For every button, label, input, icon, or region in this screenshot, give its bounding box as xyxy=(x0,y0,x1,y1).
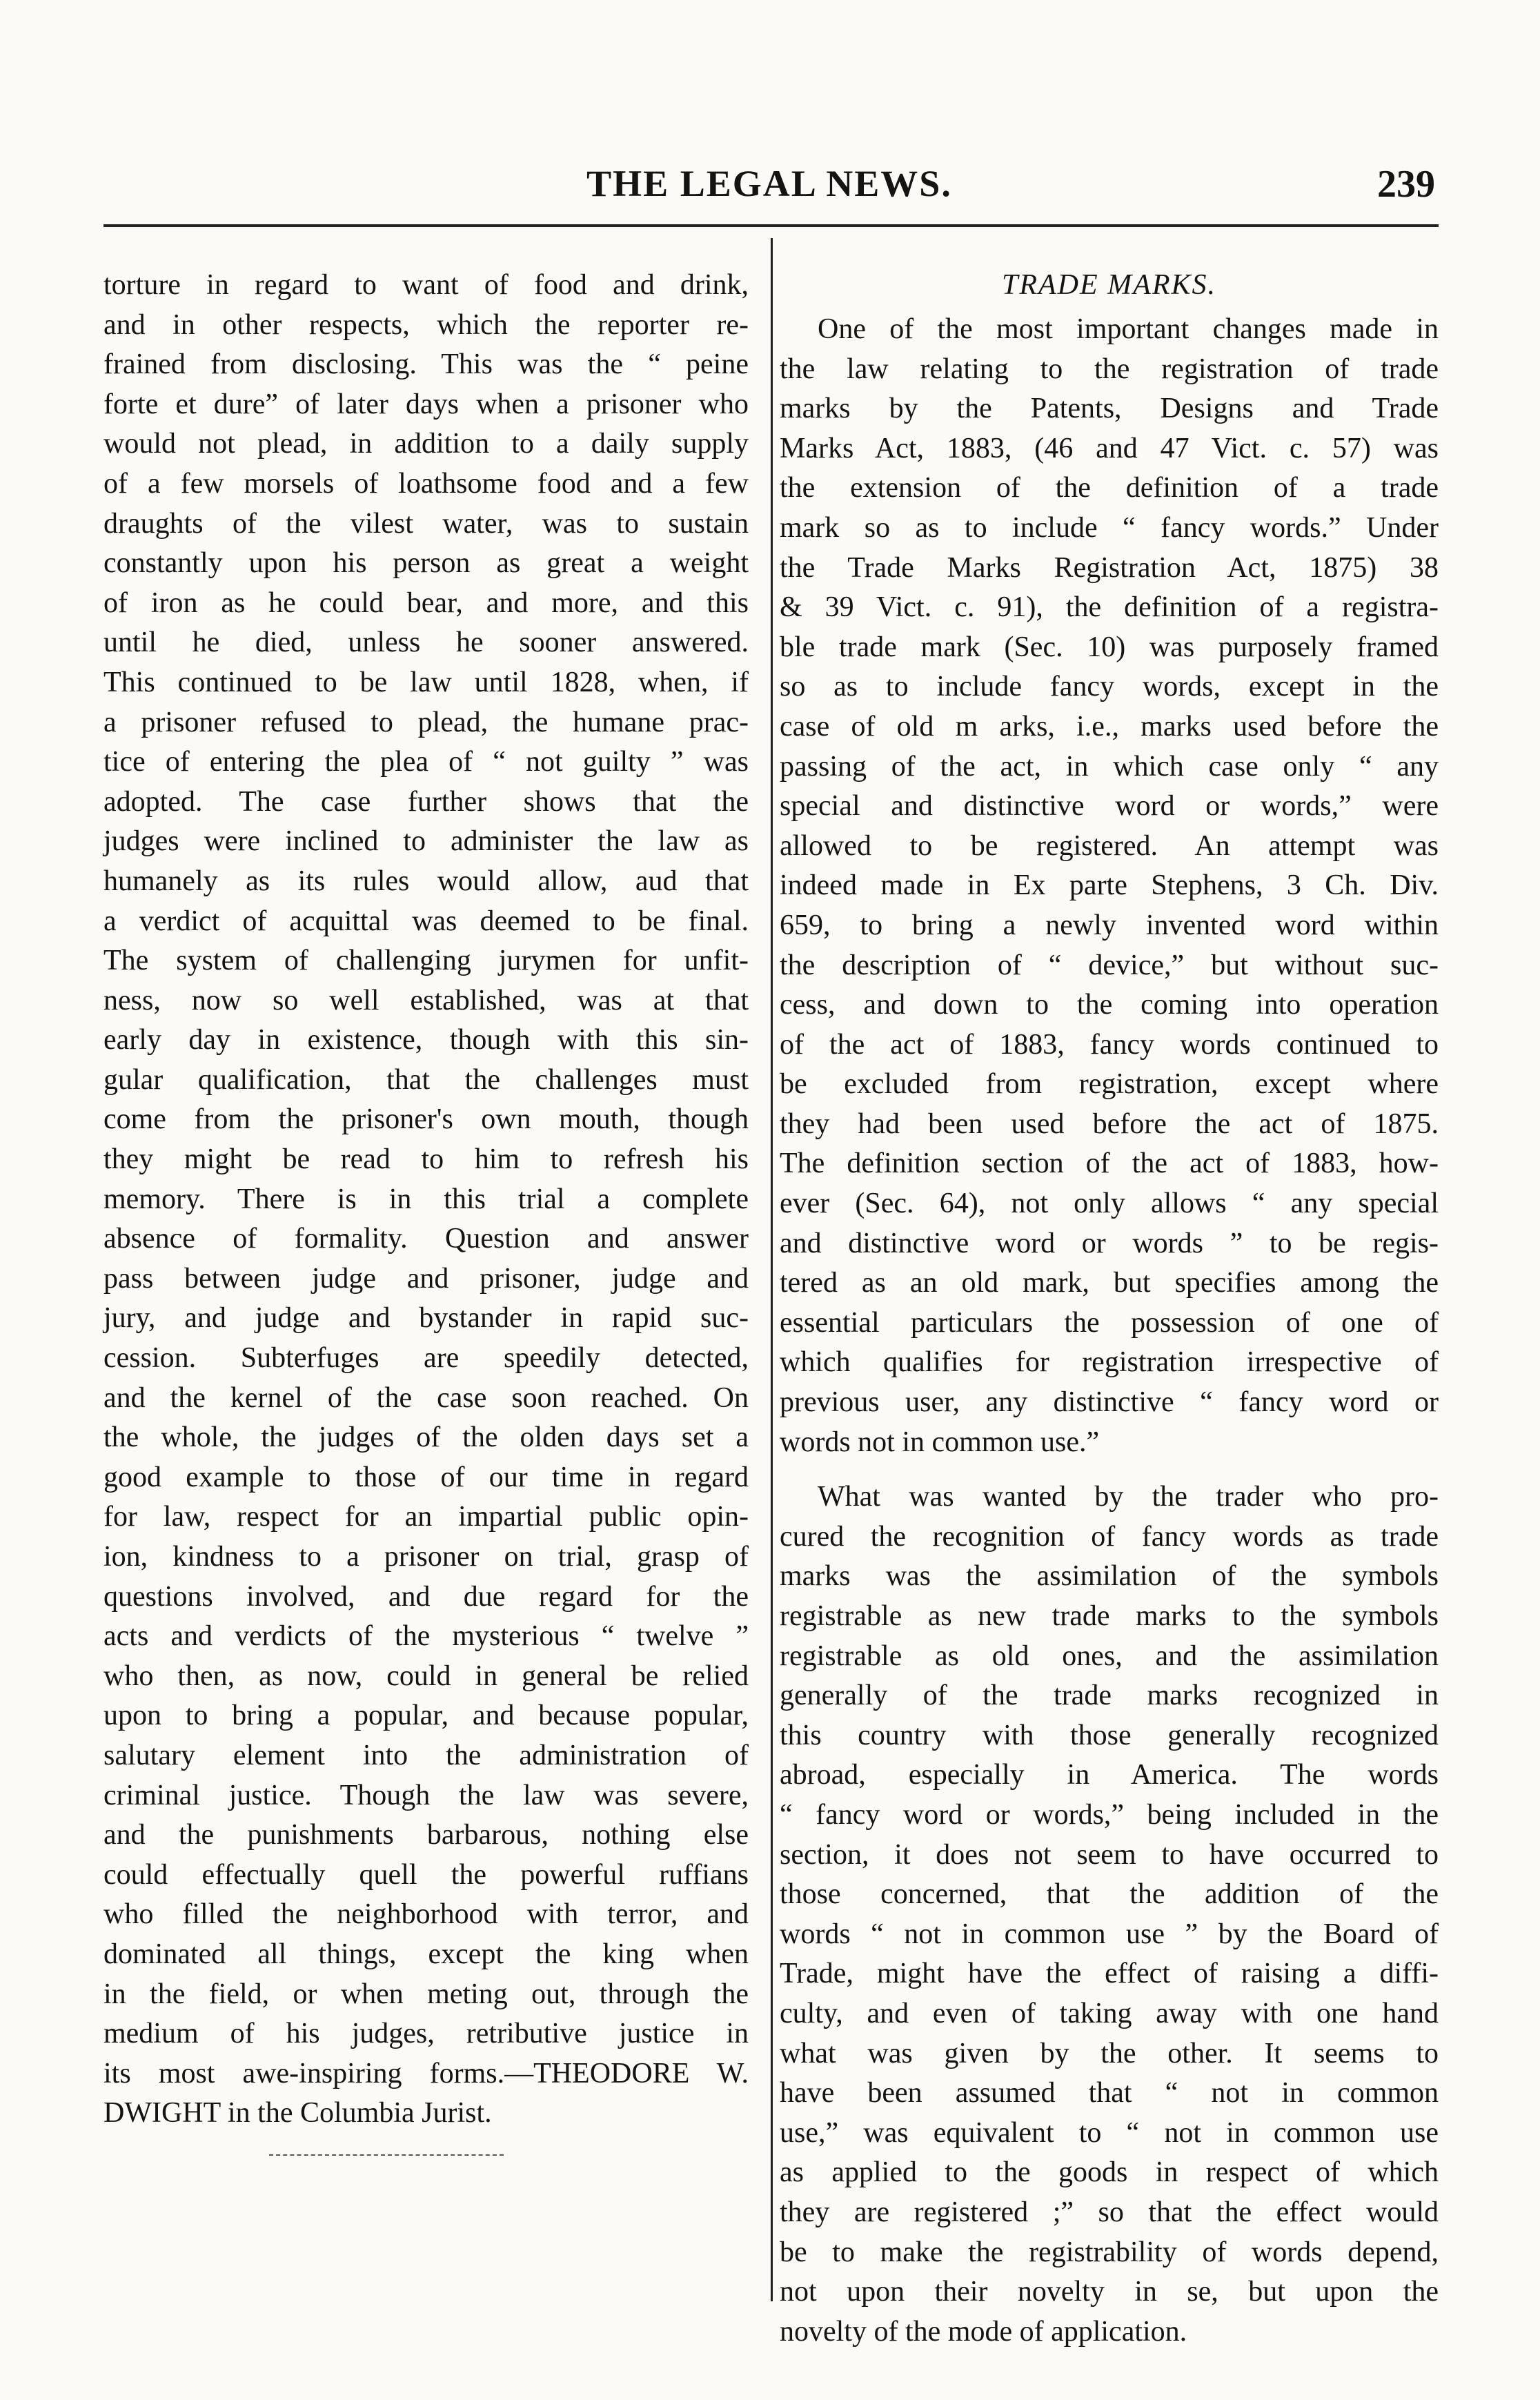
article-end-rule xyxy=(269,2154,504,2156)
text-line: so as to include fancy words, except in the xyxy=(780,671,1439,703)
running-head xyxy=(103,162,1435,217)
section-title: TRADE MARKS. xyxy=(1002,269,1216,301)
text-line: tered as an old mark, but specifies among the xyxy=(780,1267,1439,1299)
text-line: acts and verdicts of the mysterious “ twelve ” xyxy=(103,1620,749,1653)
text-line: would not plead, in addition to a daily supply xyxy=(103,428,749,460)
text-line: come from the prisoner's own mouth, though xyxy=(103,1103,749,1136)
text-line: good example to those of our time in regard xyxy=(103,1461,749,1493)
text-line: they had been used before the act of 1875. xyxy=(780,1108,1439,1140)
text-line: and distinctive word or words ” to be regis- xyxy=(780,1227,1439,1259)
paragraph-gap xyxy=(780,1462,1439,1477)
text-line: marks by the Patents, Designs and Trade xyxy=(780,393,1439,425)
text-line: This continued to be law until 1828, when, if xyxy=(103,666,749,698)
text-line: gular qualification, that the challenges must xyxy=(103,1063,749,1096)
continued-article-text xyxy=(103,266,749,2134)
right-column xyxy=(780,266,1439,2352)
text-line: of the act of 1883, fancy words continued to xyxy=(780,1028,1439,1061)
text-line: of iron as he could bear, and more, and this xyxy=(103,587,749,619)
text-line: they are registered ;” so that the effect would xyxy=(780,2196,1439,2228)
header-rule xyxy=(103,224,1439,227)
text-line: its most awe-inspiring forms.—THEODORE W. xyxy=(103,2057,749,2089)
text-line: humanely as its rules would allow, aud that xyxy=(103,865,749,897)
text-line: use,” was equivalent to “ not in common use xyxy=(780,2116,1439,2149)
text-line: tice of entering the plea of “ not guilty ” was xyxy=(103,746,749,778)
text-line: culty, and even of taking away with one hand xyxy=(780,1997,1439,2029)
text-line: be to make the registrability of words depend, xyxy=(780,2236,1439,2268)
text-line: which qualifies for registration irrespective of xyxy=(780,1346,1439,1379)
text-line: and the kernel of the case soon reached. On xyxy=(103,1381,749,1414)
text-line: not upon their novelty in se, but upon the xyxy=(780,2276,1439,2308)
text-line: they might be read to him to refresh his xyxy=(103,1143,749,1176)
text-line: essential particulars the possession of one of xyxy=(780,1306,1439,1339)
text-line: what was given by the other. It seems to xyxy=(780,2037,1439,2069)
text-line: those concerned, that the addition of the xyxy=(780,1878,1439,1911)
text-line: What was wanted by the trader who pro- xyxy=(818,1481,1439,1513)
text-line: upon to bring a popular, and because popular, xyxy=(103,1700,749,1732)
text-line: abroad, especially in America. The words xyxy=(780,1759,1439,1791)
text-line: who then, as now, could in general be relied xyxy=(103,1660,749,1692)
text-line: the law relating to the registration of trade xyxy=(780,353,1439,385)
text-line: Trade, might have the effect of raising a diffi- xyxy=(780,1958,1439,1990)
text-line: “ fancy word or words,” being included in the xyxy=(780,1798,1439,1831)
text-line: words not in common use.” xyxy=(780,1426,1100,1458)
text-line: DWIGHT in the Columbia Jurist. xyxy=(103,2097,492,2129)
text-line: questions involved, and due regard for the xyxy=(103,1580,749,1613)
text-line: special and distinctive word or words,” were xyxy=(780,790,1439,823)
text-line: frained from disclosing. This was the “ peine xyxy=(103,348,749,381)
text-line: could effectually quell the powerful ruffians xyxy=(103,1858,749,1891)
text-line: cured the recognition of fancy words as trade xyxy=(780,1520,1439,1553)
text-line: forte et dure” of later days when a prisoner who xyxy=(103,388,749,420)
text-line: as applied to the goods in respect of which xyxy=(780,2156,1439,2189)
text-line: ness, now so well established, was at that xyxy=(103,984,749,1016)
text-line: dominated all things, except the king when xyxy=(103,1938,749,1970)
text-line: early day in existence, though with this sin- xyxy=(103,1024,749,1056)
text-line: passing of the act, in which case only “ any xyxy=(780,750,1439,783)
text-line: One of the most important changes made in xyxy=(818,313,1439,345)
text-line: the description of “ device,” but without suc- xyxy=(780,949,1439,981)
left-column xyxy=(103,266,749,2156)
text-line: adopted. The case further shows that the xyxy=(103,785,749,818)
text-line: constantly upon his person as great a weight xyxy=(103,547,749,580)
text-line: allowed to be registered. An attempt was xyxy=(780,829,1439,862)
text-line: the Trade Marks Registration Act, 1875) 38 xyxy=(780,551,1439,584)
column-divider xyxy=(771,238,773,2301)
text-line: and in other respects, which the reporter re- xyxy=(103,308,749,341)
text-line: a verdict of acquittal was deemed to be final. xyxy=(103,905,749,937)
text-line: criminal justice. Though the law was severe, xyxy=(103,1779,749,1811)
text-line: and the punishments barbarous, nothing else xyxy=(103,1819,749,1851)
text-line: Marks Act, 1883, (46 and 47 Vict. c. 57) was xyxy=(780,432,1439,464)
text-line: registrable as new trade marks to the symbols xyxy=(780,1600,1439,1632)
text-line: be excluded from registration, except where xyxy=(780,1068,1439,1101)
text-line: section, it does not seem to have occurred to xyxy=(780,1838,1439,1871)
text-line: absence of formality. Question and answer xyxy=(103,1223,749,1255)
text-line: who filled the neighborhood with terror, and xyxy=(103,1898,749,1931)
text-line: ever (Sec. 64), not only allows “ any special xyxy=(780,1188,1439,1220)
page-number: 239 xyxy=(1377,163,1435,206)
paragraph-2 xyxy=(780,1477,1439,2352)
text-line: medium of his judges, retributive justice in xyxy=(103,2018,749,2050)
text-line: generally of the trade marks recognized in xyxy=(780,1680,1439,1712)
text-line: judges were inclined to administer the law as xyxy=(103,825,749,858)
text-line: the whole, the judges of the olden days set a xyxy=(103,1422,749,1454)
text-line: in the field, or when meting out, through the xyxy=(103,1978,749,2010)
text-line: novelty of the mode of application. xyxy=(780,2315,1187,2348)
text-line: ion, kindness to a prisoner on trial, grasp of xyxy=(103,1541,749,1573)
text-line: The system of challenging jurymen for unfit- xyxy=(103,945,749,977)
text-line: indeed made in Ex parte Stephens, 3 Ch. Div. xyxy=(780,869,1439,902)
text-line: memory. There is in this trial a complete xyxy=(103,1183,749,1215)
text-line: pass between judge and prisoner, judge and xyxy=(103,1262,749,1295)
text-line: torture in regard to want of food and drink, xyxy=(103,269,749,301)
text-line: registrable as old ones, and the assimilation xyxy=(780,1640,1439,1672)
text-line: this country with those generally recognized xyxy=(780,1719,1439,1751)
text-line: for law, respect for an impartial public opin- xyxy=(103,1501,749,1533)
text-line: The definition section of the act of 1883, how- xyxy=(780,1148,1439,1180)
text-line: until he died, unless he sooner answered. xyxy=(103,627,749,659)
text-line: ble trade mark (Sec. 10) was purposely framed xyxy=(780,631,1439,663)
text-line: salutary element into the administration of xyxy=(103,1739,749,1771)
text-line: words “ not in common use ” by the Board of xyxy=(780,1918,1439,1950)
text-line: draughts of the vilest water, was to sustain xyxy=(103,507,749,540)
text-line: marks was the assimilation of the symbols xyxy=(780,1560,1439,1593)
text-line: & 39 Vict. c. 91), the definition of a registra- xyxy=(780,591,1439,624)
text-line: mark so as to include “ fancy words.” Under xyxy=(780,511,1439,544)
paragraph-1 xyxy=(780,310,1439,1462)
text-line: cession. Subterfuges are speedily detected, xyxy=(103,1342,749,1375)
text-line: case of old m arks, i.e., marks used before the xyxy=(780,710,1439,742)
journal-title: THE LEGAL NEWS. xyxy=(586,163,952,204)
text-line: have been assumed that “ not in common xyxy=(780,2077,1439,2109)
text-line: a prisoner refused to plead, the humane prac- xyxy=(103,706,749,738)
text-line: jury, and judge and bystander in rapid suc- xyxy=(103,1302,749,1335)
text-line: previous user, any distinctive “ fancy word or xyxy=(780,1386,1439,1419)
text-line: cess, and down to the coming into operation xyxy=(780,989,1439,1021)
text-line: the extension of the definition of a trade xyxy=(780,472,1439,504)
text-line: 659, to bring a newly invented word within xyxy=(780,909,1439,941)
text-line: of a few morsels of loathsome food and a few xyxy=(103,467,749,500)
